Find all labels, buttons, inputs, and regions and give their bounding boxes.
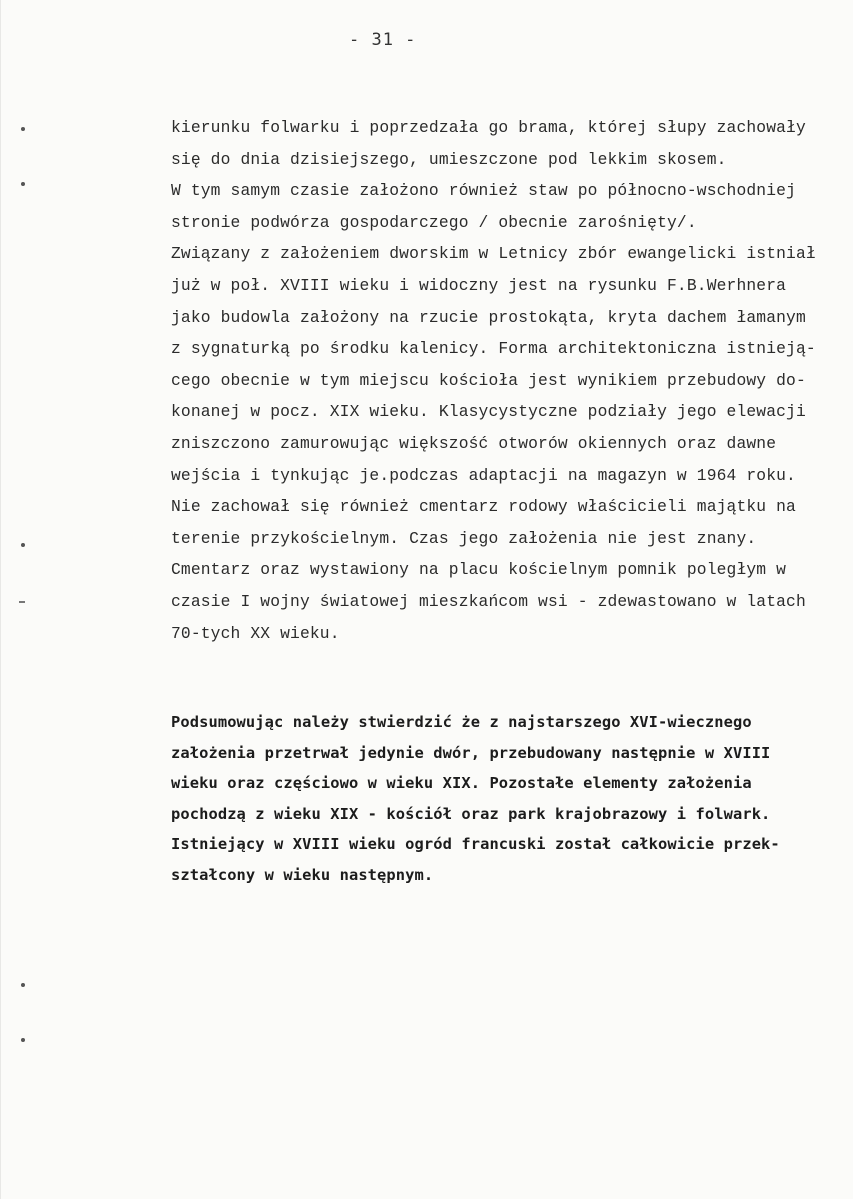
summary-line: Podsumowując należy stwierdzić że z najstarszego XVI-wiecznego (171, 713, 752, 731)
summary-line: założenia przetrwał jedynie dwór, przebudowany następnie w XVIII (171, 743, 771, 762)
margin-mark (19, 601, 25, 603)
text-line: konanej w pocz. XIX wieku. Klasycystyczne podziały jego elewacji (171, 402, 806, 422)
text-line: Cmentarz oraz wystawiony na placu kościelnym pomnik poległym w (171, 560, 787, 580)
summary-line: wieku oraz częściowo w wieku XIX. Pozostałe elementy założenia (171, 774, 752, 793)
margin-mark (21, 983, 25, 987)
text-line: z sygnaturką po środku kalenicy. Forma architektoniczna istnieją- (171, 339, 816, 359)
text-line: 70-tych XX wieku. (171, 623, 340, 643)
margin-mark (21, 543, 25, 547)
summary-paragraph (171, 707, 853, 891)
margin-mark (21, 127, 25, 131)
margin-mark (21, 1038, 25, 1042)
text-line: zniszczono zamurowując większość otworów okiennych oraz dawne (171, 433, 777, 453)
summary-line: pochodzą z wieku XIX - kościół oraz park krajobrazowy i folwark. (171, 804, 771, 823)
text-line: się do dnia dzisiejszego, umieszczone pod lekkim skosem. (171, 149, 727, 169)
text-line: W tym samym czasie założono również staw po północno-wschodniej (171, 181, 796, 201)
text-line: wejścia i tynkując je.podczas adaptacji na magazyn w 1964 roku. (171, 465, 796, 485)
text-line: stronie podwórza gospodarczego / obecnie zarośnięty/. (171, 212, 697, 232)
text-line: cego obecnie w tym miejscu kościoła jest wynikiem przebudowy do- (171, 370, 806, 390)
text-line: czasie I wojny światowej mieszkańcom wsi - zdewastowano w latach (171, 591, 806, 611)
text-line: już w poł. XVIII wieku i widoczny jest na rysunku F.B.Werhnera (171, 275, 787, 295)
page-number: - 31 - (349, 30, 417, 50)
summary-line: Istniejący w XVIII wieku ogród francuski został całkowicie przek- (171, 835, 780, 854)
body-paragraph (171, 112, 853, 649)
text-line: kierunku folwarku i poprzedzała go brama, której słupy zachowały (171, 118, 806, 137)
margin-mark (21, 182, 25, 186)
text-line: terenie przykościelnym. Czas jego założenia nie jest znany. (171, 528, 757, 548)
text-line: Związany z założeniem dworskim w Letnicy zbór ewangelicki istniał (171, 244, 816, 264)
summary-line: ształcony w wieku następnym. (171, 865, 434, 884)
text-line: Nie zachował się również cmentarz rodowy właścicieli majątku na (171, 497, 796, 517)
text-line: jako budowla założony na rzucie prostokąta, kryta dachem łamanym (171, 307, 806, 327)
